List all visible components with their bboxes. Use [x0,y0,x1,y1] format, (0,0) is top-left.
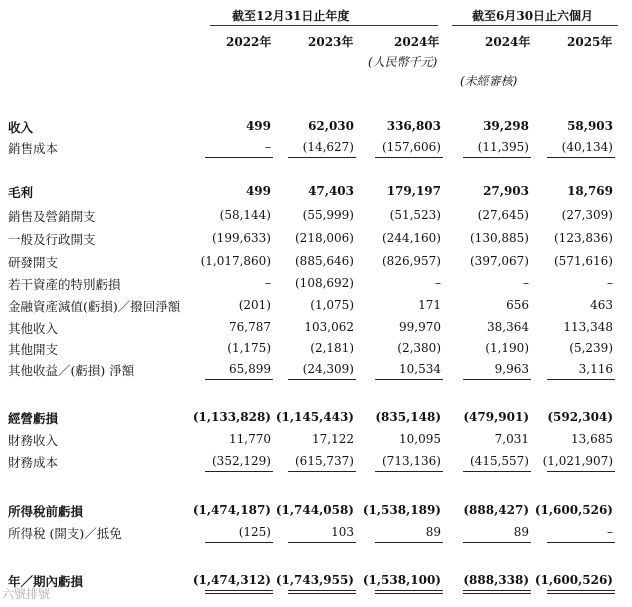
cell-col-h1-2024: (130,885) [470,231,529,245]
row-label: 年／期內虧損 [8,574,84,589]
cell-col-2023: (14,627) [302,140,354,154]
header-year-2022: 2022年 [226,35,272,49]
cell-col-2023: 62,030 [308,119,354,133]
underline-double [205,593,273,594]
underline [463,157,531,158]
underline-double [288,593,356,594]
cell-col-h1-2024: (479,901) [463,410,529,424]
cell-col-h1-2024: (1,190) [485,341,529,355]
underline [288,590,356,591]
cell-col-2022: (58,144) [219,208,271,222]
cell-col-2023: 103,062 [304,320,354,334]
cell-col-2023: (1,743,955) [275,573,354,587]
underline [463,471,531,472]
underline [375,542,443,543]
cell-col-2024: 10,534 [399,362,441,376]
row-label: 收入 [8,120,34,135]
cell-col-2022: 11,770 [229,432,271,446]
cell-col-h1-2024: (11,395) [477,140,529,154]
cell-col-h1-2024: (888,338) [463,573,529,587]
underline [205,471,273,472]
cell-col-2022: 65,899 [229,362,271,376]
cell-col-h1-2025: (571,616) [554,254,613,268]
header-year-2025-h1: 2025年 [567,35,613,49]
cell-col-h1-2025: (1,021,907) [542,454,613,468]
row-label: 毛利 [8,185,34,200]
header-year-2024-h1: 2024年 [485,35,531,49]
cell-col-2024: 179,197 [386,184,441,198]
row-label: 其他收入 [8,321,59,336]
cell-col-2023: 17,122 [312,432,354,446]
underline [288,471,356,472]
watermark: 六號排號 [2,587,51,601]
cell-col-h1-2025: (40,134) [561,140,613,154]
underline [375,379,443,380]
row-label: 經營虧損 [8,411,59,426]
cell-col-2022: (201) [238,298,271,312]
row-label: 所得稅 (開支)／抵免 [8,526,122,541]
cell-col-2022: (1,175) [227,341,271,355]
cell-col-h1-2024: – [523,276,529,290]
cell-col-h1-2024: (415,557) [470,454,529,468]
unaudited-note: (未經審核) [460,74,518,88]
cell-col-2024: (2,380) [397,341,441,355]
underline [463,542,531,543]
cell-col-h1-2025: (592,304) [547,410,613,424]
underline [547,542,615,543]
underline-double [463,593,531,594]
header-group-six-months: 截至6月30日止六個月 [472,9,594,23]
row-label: 研發開支 [8,255,59,270]
row-label: 財務成本 [8,455,59,470]
cell-col-2024: (244,160) [382,231,441,245]
cell-col-2022: – [265,276,271,290]
cell-col-2022: 76,787 [229,320,271,334]
cell-col-2023: 47,403 [308,184,354,198]
header-year-2023: 2023年 [308,35,354,49]
cell-col-h1-2025: (5,239) [569,341,613,355]
cell-col-2024: (1,538,100) [362,573,441,587]
underline [205,157,273,158]
cell-col-h1-2024: (397,067) [470,254,529,268]
cell-col-2022: 499 [245,184,271,198]
row-label: 銷售成本 [8,141,59,156]
cell-col-2022: (125) [238,525,271,539]
cell-col-2023: (108,692) [295,276,354,290]
cell-col-2024: (713,136) [382,454,441,468]
cell-col-2024: 99,970 [399,320,441,334]
cell-col-2024: (1,538,189) [362,503,441,517]
cell-col-2024: 171 [418,298,441,312]
cell-col-2022: (1,474,187) [192,503,271,517]
underline [205,590,273,591]
currency-note: (人民幣千元) [368,55,438,69]
cell-col-2023: (24,309) [302,362,354,376]
cell-col-h1-2025: 18,769 [567,184,613,198]
cell-col-2022: (1,133,828) [192,410,271,424]
underline [547,379,615,380]
cell-col-h1-2025: (1,600,526) [534,573,613,587]
cell-col-h1-2025: 3,116 [578,362,613,376]
cell-col-h1-2025: 463 [590,298,613,312]
underline [463,590,531,591]
row-label: 銷售及營銷開支 [8,209,96,224]
underline-double [547,593,615,594]
row-label: 財務收入 [8,433,59,448]
cell-col-2022: (352,129) [212,454,271,468]
header-group-fiscal-year: 截至12月31日止年度 [232,9,350,23]
cell-col-h1-2024: 89 [513,525,529,539]
cell-col-h1-2025: 58,903 [567,119,613,133]
underline-double [375,593,443,594]
cell-col-h1-2025: 13,685 [571,432,613,446]
row-label: 所得稅前虧損 [8,504,84,519]
cell-col-2023: (1,075) [310,298,354,312]
cell-col-2023: (885,646) [295,254,354,268]
cell-col-2022: (1,017,860) [200,254,271,268]
cell-col-2024: (51,523) [389,208,441,222]
cell-col-2024: (835,148) [375,410,441,424]
row-label: 金融資產減值(虧損)／撥回淨額 [8,299,181,314]
cell-col-2024: 10,095 [399,432,441,446]
cell-col-h1-2024: 38,364 [487,320,529,334]
cell-col-h1-2024: 39,298 [483,119,529,133]
cell-col-h1-2024: (27,645) [477,208,529,222]
underline [375,590,443,591]
cell-col-2023: (1,744,058) [275,503,354,517]
header-rule-fiscal-year [210,25,438,26]
underline [288,542,356,543]
row-label: 其他收益／(虧損) 淨額 [8,363,135,378]
cell-col-2022: (199,633) [212,231,271,245]
cell-col-h1-2024: (888,427) [463,503,529,517]
cell-col-2022: – [265,140,271,154]
cell-col-h1-2024: 27,903 [483,184,529,198]
underline [288,379,356,380]
cell-col-2023: (55,999) [302,208,354,222]
cell-col-2024: – [435,276,441,290]
cell-col-2024: (826,957) [382,254,441,268]
cell-col-2023: 103 [331,525,354,539]
row-label: 其他開支 [8,342,59,357]
header-year-2024: 2024年 [394,35,440,49]
cell-col-h1-2024: 656 [506,298,529,312]
cell-col-h1-2024: 9,963 [494,362,529,376]
cell-col-h1-2024: 7,031 [494,432,529,446]
underline [547,471,615,472]
cell-col-2024: 89 [425,525,441,539]
underline [463,379,531,380]
cell-col-2024: (157,606) [382,140,441,154]
cell-col-2022: (1,474,312) [192,573,271,587]
cell-col-h1-2025: 113,348 [563,320,613,334]
cell-col-h1-2025: (123,836) [554,231,613,245]
cell-col-h1-2025: (1,600,526) [534,503,613,517]
cell-col-h1-2025: – [607,525,613,539]
underline [205,542,273,543]
cell-col-2023: (2,181) [310,341,354,355]
header-rule-six-months [452,25,618,26]
underline [375,471,443,472]
cell-col-h1-2025: – [607,276,613,290]
cell-col-2024: 336,803 [386,119,441,133]
underline [547,157,615,158]
cell-col-2023: (1,145,443) [275,410,354,424]
underline [288,157,356,158]
cell-col-2023: (218,006) [295,231,354,245]
row-label: 一般及行政開支 [8,232,96,247]
underline [375,157,443,158]
cell-col-2022: 499 [245,119,271,133]
cell-col-2023: (615,737) [295,454,354,468]
cell-col-h1-2025: (27,309) [561,208,613,222]
underline [205,379,273,380]
underline [547,590,615,591]
row-label: 若干資產的特別虧損 [8,277,121,292]
